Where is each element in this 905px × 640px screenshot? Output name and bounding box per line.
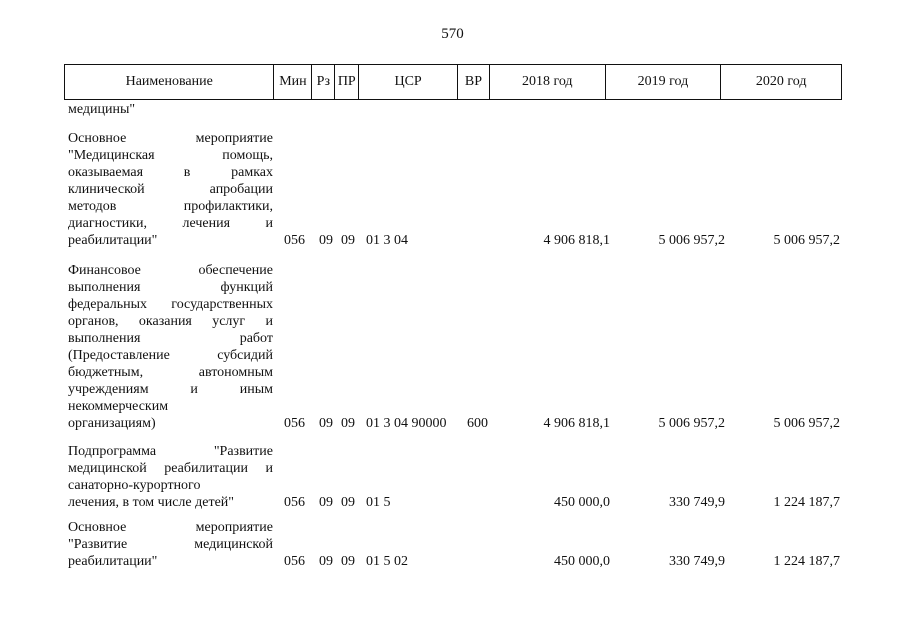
row-name xyxy=(68,101,273,118)
header-rz: Рз xyxy=(312,65,335,99)
min-code: 056 xyxy=(284,416,305,431)
table-row xyxy=(64,130,842,249)
row-name-line: методов профилактики, xyxy=(68,199,273,214)
pr-code: 09 xyxy=(341,495,355,510)
amount-2018: 450 000,0 xyxy=(554,495,610,510)
table-row xyxy=(64,262,842,432)
row-name-line: выполнения работ xyxy=(68,331,273,346)
row-name-line: федеральных государственных xyxy=(68,297,273,312)
header-2018: 2018 год xyxy=(490,65,606,99)
csr-code: 01 3 04 xyxy=(366,233,408,248)
row-name-line: клинической апробации xyxy=(68,182,273,197)
row-name-line: бюджетным, автономным xyxy=(68,365,273,380)
rz-code: 09 xyxy=(319,233,333,248)
header-min: Мин xyxy=(274,65,312,99)
row-name-line: санаторно-курортного xyxy=(68,478,201,493)
row-name-line: реабилитации" xyxy=(68,554,158,569)
amount-2018: 4 906 818,1 xyxy=(543,233,610,248)
row-name-line: (Предоставление субсидий xyxy=(68,348,273,363)
row-name-line: медицинской реабилитации и xyxy=(68,461,273,476)
row-name-line: реабилитации" xyxy=(68,233,158,248)
vr-code: 600 xyxy=(467,416,488,431)
row-name-line: медицины" xyxy=(68,102,136,117)
amount-2019: 5 006 957,2 xyxy=(658,233,725,248)
row-name-line: "Развитие медицинской xyxy=(68,537,273,552)
row-name-line: диагностики, лечения и xyxy=(68,216,273,231)
amount-2019: 330 749,9 xyxy=(669,495,725,510)
page-number: 570 xyxy=(441,26,464,42)
row-name-line: лечения, в том числе детей" xyxy=(68,495,234,510)
amount-2019: 330 749,9 xyxy=(669,554,725,569)
row-name-line: оказываемая в рамках xyxy=(68,165,273,180)
row-name xyxy=(68,519,273,570)
csr-code: 01 5 xyxy=(366,495,391,510)
row-name-line: Подпрограмма "Развитие xyxy=(68,444,273,459)
row-name-line: учреждениям и иным xyxy=(68,382,273,397)
header-pr: ПР xyxy=(335,65,359,99)
table-row xyxy=(64,443,842,511)
amount-2020: 1 224 187,7 xyxy=(773,554,840,569)
row-name-line: некоммерческим xyxy=(68,399,169,414)
amount-2018: 450 000,0 xyxy=(554,554,610,569)
rz-code: 09 xyxy=(319,554,333,569)
header-2020: 2020 год xyxy=(755,74,807,89)
row-name xyxy=(68,443,273,511)
header-csr: ЦСР xyxy=(359,65,458,99)
row-name-line: органов, оказания услуг и xyxy=(68,314,273,329)
header-vr: ВР xyxy=(458,65,490,99)
rz-code: 09 xyxy=(319,416,333,431)
row-name xyxy=(68,130,273,249)
pr-code: 09 xyxy=(341,233,355,248)
pr-code: 09 xyxy=(341,554,355,569)
amount-2019: 5 006 957,2 xyxy=(658,416,725,431)
table-header xyxy=(64,64,842,100)
csr-code: 01 5 02 xyxy=(366,554,408,569)
row-name xyxy=(68,262,273,432)
min-code: 056 xyxy=(284,495,305,510)
row-name-line: выполнения функций xyxy=(68,280,273,295)
amount-2018: 4 906 818,1 xyxy=(543,416,610,431)
table-row xyxy=(64,101,842,118)
min-code: 056 xyxy=(284,233,305,248)
header-name: Наименование xyxy=(65,65,274,99)
table-row xyxy=(64,519,842,570)
row-name-line: "Медицинская помощь, xyxy=(68,148,273,163)
amount-2020: 1 224 187,7 xyxy=(773,495,840,510)
amount-2020: 5 006 957,2 xyxy=(773,233,840,248)
pr-code: 09 xyxy=(341,416,355,431)
row-name-line: организациям) xyxy=(68,416,156,431)
csr-code: 01 3 04 90000 xyxy=(366,416,447,431)
rz-code: 09 xyxy=(319,495,333,510)
amount-2020: 5 006 957,2 xyxy=(773,416,840,431)
min-code: 056 xyxy=(284,554,305,569)
row-name-line: Основное мероприятие xyxy=(68,131,273,146)
row-name-line: Финансовое обеспечение xyxy=(68,263,273,278)
header-2019: 2019 год xyxy=(606,65,722,99)
row-name-line: Основное мероприятие xyxy=(68,520,273,535)
